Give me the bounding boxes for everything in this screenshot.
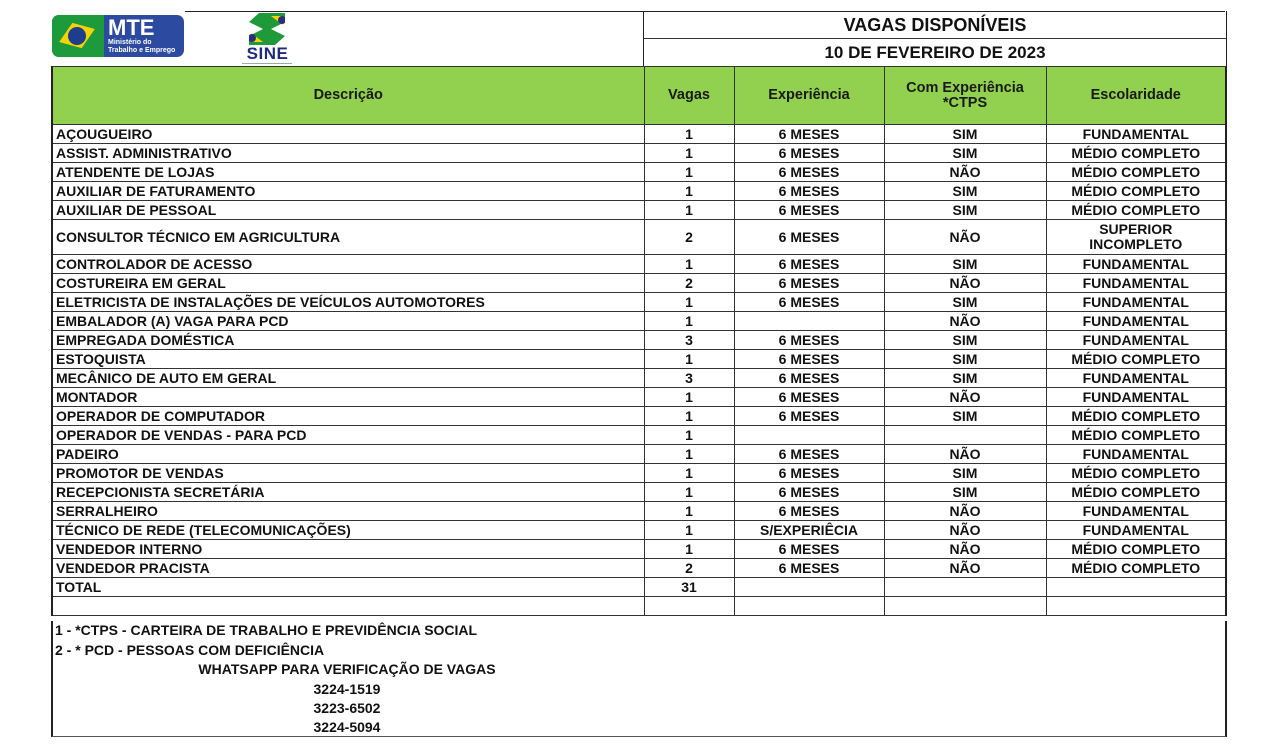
cell-ctps: NÃO xyxy=(884,540,1046,559)
cell-ctps: SIM xyxy=(884,293,1046,312)
sine-emblem-icon xyxy=(249,13,285,45)
mte-logo-subtitle xyxy=(108,39,175,55)
cell-ctps: SIM xyxy=(884,464,1046,483)
cell-escolaridade: MÉDIO COMPLETO xyxy=(1046,163,1226,182)
table-row xyxy=(52,483,1226,502)
cell-experiencia: 6 MESES xyxy=(734,369,884,388)
mte-subtitle-line1: Ministério do xyxy=(108,39,152,46)
table-row xyxy=(52,388,1226,407)
cell-ctps: NÃO xyxy=(884,163,1046,182)
cell-vagas: 1 xyxy=(644,293,734,312)
cell-ctps: NÃO xyxy=(884,502,1046,521)
total-vagas: 31 xyxy=(644,578,734,597)
table-row xyxy=(52,144,1226,163)
cell-descricao: OPERADOR DE COMPUTADOR xyxy=(52,407,644,426)
vacancies-table xyxy=(51,66,1227,616)
cell-vagas: 1 xyxy=(644,483,734,502)
cell-vagas: 1 xyxy=(644,521,734,540)
column-header-descricao: Descrição xyxy=(52,67,644,125)
cell-descricao: COSTUREIRA EM GERAL xyxy=(52,274,644,293)
cell-vagas: 1 xyxy=(644,125,734,144)
cell-experiencia: 6 MESES xyxy=(734,350,884,369)
cell-descricao: EMPREGADA DOMÉSTICA xyxy=(52,331,644,350)
cell-experiencia: 6 MESES xyxy=(734,540,884,559)
cell-ctps: SIM xyxy=(884,483,1046,502)
cell-vagas: 1 xyxy=(644,163,734,182)
cell-vagas: 2 xyxy=(644,274,734,293)
cell-ctps: SIM xyxy=(884,407,1046,426)
cell-descricao: VENDEDOR PRACISTA xyxy=(52,559,644,578)
cell-descricao: ATENDENTE DE LOJAS xyxy=(52,163,644,182)
title-box xyxy=(643,11,1227,66)
cell-descricao: AÇOUGUEIRO xyxy=(52,125,644,144)
table-row xyxy=(52,464,1226,483)
table-row xyxy=(52,426,1226,445)
cell-experiencia: 6 MESES xyxy=(734,464,884,483)
page-title: VAGAS DISPONÍVEIS xyxy=(644,11,1226,39)
cell-vagas: 3 xyxy=(644,369,734,388)
page-date: 10 DE FEVEREIRO DE 2023 xyxy=(824,43,1046,62)
phone-number: 3223-6502 xyxy=(313,700,381,716)
cell-vagas: 1 xyxy=(644,182,734,201)
column-header-ctps xyxy=(884,67,1046,125)
cell-vagas: 1 xyxy=(644,312,734,331)
cell-ctps: NÃO xyxy=(884,521,1046,540)
table-row xyxy=(52,407,1226,426)
cell-escolaridade: FUNDAMENTAL xyxy=(1046,521,1226,540)
cell-vagas: 1 xyxy=(644,540,734,559)
cell-descricao: MONTADOR xyxy=(52,388,644,407)
cell-escolaridade: FUNDAMENTAL xyxy=(1046,331,1226,350)
cell-vagas: 1 xyxy=(644,407,734,426)
empty-cell xyxy=(644,597,734,616)
cell-escolaridade: FUNDAMENTAL xyxy=(1046,502,1226,521)
whatsapp-label: WHATSAPP PARA VERIFICAÇÃO DE VAGAS xyxy=(198,661,496,677)
empty-cell xyxy=(1046,597,1226,616)
total-label: TOTAL xyxy=(52,578,644,597)
cell-vagas: 1 xyxy=(644,350,734,369)
table-row xyxy=(52,445,1226,464)
cell-escolaridade: MÉDIO COMPLETO xyxy=(1046,350,1226,369)
cell-ctps: SIM xyxy=(884,331,1046,350)
table-row xyxy=(52,502,1226,521)
cell-vagas: 1 xyxy=(644,144,734,163)
cell-escolaridade: FUNDAMENTAL xyxy=(1046,312,1226,331)
cell-vagas: 1 xyxy=(644,388,734,407)
cell-vagas: 2 xyxy=(644,220,734,255)
table-row xyxy=(52,293,1226,312)
empty-cell xyxy=(884,578,1046,597)
cell-descricao: ESTOQUISTA xyxy=(52,350,644,369)
table-row xyxy=(52,255,1226,274)
cell-escolaridade xyxy=(1046,220,1226,255)
cell-vagas: 1 xyxy=(644,255,734,274)
cell-vagas: 3 xyxy=(644,331,734,350)
brazil-flag-icon xyxy=(52,15,104,57)
cell-ctps: NÃO xyxy=(884,312,1046,331)
column-header-vagas: Vagas xyxy=(644,67,734,125)
cell-experiencia xyxy=(734,312,884,331)
cell-escolaridade: MÉDIO COMPLETO xyxy=(1046,464,1226,483)
cell-experiencia: 6 MESES xyxy=(734,483,884,502)
cell-experiencia: 6 MESES xyxy=(734,125,884,144)
column-header-escolaridade: Escolaridade xyxy=(1046,67,1226,125)
column-header-ctps-line1: Com Experiência xyxy=(906,79,1024,96)
cell-descricao: CONSULTOR TÉCNICO EM AGRICULTURA xyxy=(52,220,644,255)
cell-descricao: CONTROLADOR DE ACESSO xyxy=(52,255,644,274)
empty-cell xyxy=(734,578,884,597)
cell-descricao: AUXILIAR DE FATURAMENTO xyxy=(52,182,644,201)
cell-descricao: MECÂNICO DE AUTO EM GERAL xyxy=(52,369,644,388)
table-header-row xyxy=(52,67,1226,125)
footnote-ctps: 1 - *CTPS - CARTEIRA DE TRABALHO E PREVIDÊNCIA SOCIAL xyxy=(55,622,478,638)
cell-ctps: NÃO xyxy=(884,388,1046,407)
cell-experiencia: 6 MESES xyxy=(734,293,884,312)
phone-number: 3224-1519 xyxy=(313,681,381,697)
sine-logo-underline xyxy=(242,63,292,64)
column-header-ctps-line2: *CTPS xyxy=(942,94,988,111)
cell-experiencia: 6 MESES xyxy=(734,201,884,220)
cell-descricao: PADEIRO xyxy=(52,445,644,464)
cell-escolaridade: MÉDIO COMPLETO xyxy=(1046,182,1226,201)
cell-descricao: AUXILIAR DE PESSOAL xyxy=(52,201,644,220)
cell-escolaridade: MÉDIO COMPLETO xyxy=(1046,426,1226,445)
cell-experiencia: S/EXPERIÊCIA xyxy=(734,521,884,540)
cell-descricao: EMBALADOR (A) VAGA PARA PCD xyxy=(52,312,644,331)
cell-experiencia: 6 MESES xyxy=(734,559,884,578)
cell-escolaridade: FUNDAMENTAL xyxy=(1046,369,1226,388)
cell-vagas: 1 xyxy=(644,426,734,445)
cell-ctps: SIM xyxy=(884,255,1046,274)
cell-escolaridade: FUNDAMENTAL xyxy=(1046,274,1226,293)
cell-experiencia: 6 MESES xyxy=(734,331,884,350)
cell-ctps: SIM xyxy=(884,144,1046,163)
cell-escolaridade: MÉDIO COMPLETO xyxy=(1046,144,1226,163)
footnote-pcd: 2 - * PCD - PESSOAS COM DEFICIÊNCIA xyxy=(55,642,325,658)
cell-escolaridade: MÉDIO COMPLETO xyxy=(1046,559,1226,578)
cell-descricao: RECEPCIONISTA SECRETÁRIA xyxy=(52,483,644,502)
sine-logo-title: SINE xyxy=(246,44,289,63)
cell-vagas: 1 xyxy=(644,502,734,521)
cell-experiencia: 6 MESES xyxy=(734,163,884,182)
cell-descricao: SERRALHEIRO xyxy=(52,502,644,521)
cell-ctps: NÃO xyxy=(884,559,1046,578)
mte-subtitle-line2: Trabalho e Emprego xyxy=(108,47,176,54)
table-row xyxy=(52,163,1226,182)
phone-number: 3224-5094 xyxy=(313,719,381,735)
cell-descricao: TÉCNICO DE REDE (TELECOMUNICAÇÕES) xyxy=(52,521,644,540)
cell-descricao: ASSIST. ADMINISTRATIVO xyxy=(52,144,644,163)
table-row xyxy=(52,201,1226,220)
empty-cell xyxy=(884,597,1046,616)
escolaridade-line1: SUPERIOR xyxy=(1099,221,1173,237)
cell-ctps: NÃO xyxy=(884,445,1046,464)
cell-ctps: SIM xyxy=(884,125,1046,144)
sine-logo xyxy=(240,13,295,63)
table-row xyxy=(52,331,1226,350)
table-blank-row xyxy=(52,597,1226,616)
cell-ctps: NÃO xyxy=(884,220,1046,255)
empty-cell xyxy=(1046,578,1226,597)
table-row xyxy=(52,220,1226,255)
table-row xyxy=(52,540,1226,559)
mte-logo xyxy=(52,15,184,57)
empty-cell xyxy=(52,597,644,616)
table-row xyxy=(52,521,1226,540)
footer-notes xyxy=(51,621,1227,737)
cell-descricao: PROMOTOR DE VENDAS xyxy=(52,464,644,483)
table-row xyxy=(52,559,1226,578)
table-row xyxy=(52,274,1226,293)
cell-descricao: ELETRICISTA DE INSTALAÇÕES DE VEÍCULOS AUTOMOTORES xyxy=(52,293,644,312)
table-row xyxy=(52,350,1226,369)
cell-escolaridade: MÉDIO COMPLETO xyxy=(1046,540,1226,559)
cell-ctps: SIM xyxy=(884,201,1046,220)
table-row xyxy=(52,182,1226,201)
cell-vagas: 1 xyxy=(644,464,734,483)
cell-experiencia: 6 MESES xyxy=(734,182,884,201)
cell-experiencia xyxy=(734,426,884,445)
cell-escolaridade: MÉDIO COMPLETO xyxy=(1046,407,1226,426)
table-total-row xyxy=(52,578,1226,597)
cell-ctps: SIM xyxy=(884,182,1046,201)
cell-vagas: 1 xyxy=(644,201,734,220)
table-body xyxy=(52,125,1226,616)
cell-experiencia: 6 MESES xyxy=(734,274,884,293)
cell-experiencia: 6 MESES xyxy=(734,407,884,426)
table-row xyxy=(52,369,1226,388)
cell-escolaridade: FUNDAMENTAL xyxy=(1046,445,1226,464)
cell-experiencia: 6 MESES xyxy=(734,144,884,163)
table-row xyxy=(52,312,1226,331)
cell-escolaridade: FUNDAMENTAL xyxy=(1046,388,1226,407)
cell-experiencia: 6 MESES xyxy=(734,502,884,521)
cell-ctps: SIM xyxy=(884,369,1046,388)
cell-vagas: 1 xyxy=(644,445,734,464)
cell-experiencia: 6 MESES xyxy=(734,255,884,274)
cell-escolaridade: FUNDAMENTAL xyxy=(1046,125,1226,144)
cell-vagas: 2 xyxy=(644,559,734,578)
cell-descricao: OPERADOR DE VENDAS - PARA PCD xyxy=(52,426,644,445)
cell-escolaridade: MÉDIO COMPLETO xyxy=(1046,483,1226,502)
cell-ctps xyxy=(884,426,1046,445)
cell-experiencia: 6 MESES xyxy=(734,445,884,464)
cell-descricao: VENDEDOR INTERNO xyxy=(52,540,644,559)
column-header-experiencia: Experiência xyxy=(734,67,884,125)
cell-escolaridade: FUNDAMENTAL xyxy=(1046,293,1226,312)
mte-logo-title: MTE xyxy=(108,15,155,40)
table-row xyxy=(52,125,1226,144)
cell-escolaridade: MÉDIO COMPLETO xyxy=(1046,201,1226,220)
cell-ctps: NÃO xyxy=(884,274,1046,293)
escolaridade-line2: INCOMPLETO xyxy=(1089,236,1183,252)
cell-escolaridade: FUNDAMENTAL xyxy=(1046,255,1226,274)
cell-experiencia: 6 MESES xyxy=(734,220,884,255)
empty-cell xyxy=(734,597,884,616)
cell-experiencia: 6 MESES xyxy=(734,388,884,407)
cell-ctps: SIM xyxy=(884,350,1046,369)
